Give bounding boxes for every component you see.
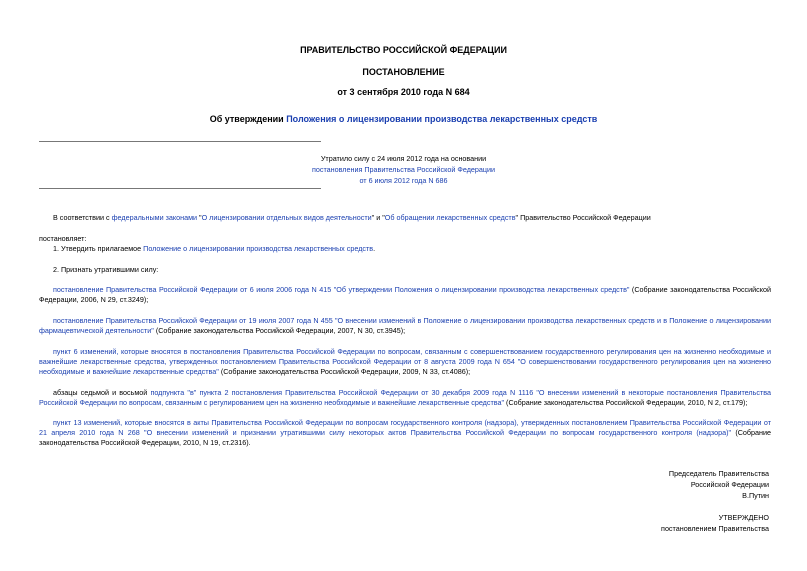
repealed-4-rest: (Собрание законодательства Российской Федерации, 2010, N 2, ст.179); [504,398,748,407]
doc-date-number: от 3 сентября 2010 года N 684 [337,87,470,97]
divider-top [39,141,321,142]
signature-line1: Председатель Правительства [668,469,769,478]
intro-text-c: " и " [371,213,385,222]
repealed-2-rest: (Собрание законодательства Российской Федерации, 2007, N 30, ст.3945); [153,326,406,335]
repealed-item-4 [39,388,771,408]
link-decree-1116[interactable]: пункта 2 постановления Правительства Российской Федерации от 30 декабря 2009 года N 1116 "О внесении изменений в некоторые постановления Правительства Российской Федерации по вопросам, связанным с регулированием цен на жизненно необходимые и важнейшие лекарственные средства" [39,388,771,407]
repealed-item-5 [39,418,771,448]
link-regulation[interactable]: Положение о лицензировании производства лекарственных средств [143,244,374,253]
item-1 [39,244,771,254]
approved-block [560,512,769,534]
doc-title-prefix: Об утверждении [209,114,287,124]
repealed-1-rest: (Собрание законодательства Российской Федерации, 2006, N 29, ст.3249); [39,285,771,304]
approved-line1: УТВЕРЖДЕНО [718,513,769,522]
signature-name: В.Путин [742,491,769,500]
doc-government: ПРАВИТЕЛЬСТВО РОССИЙСКОЙ ФЕДЕРАЦИИ [300,45,507,55]
repealed-item-3 [39,347,771,377]
intro-text-a: В соответствии с [53,213,112,222]
link-licensing-law[interactable]: О лицензировании отдельных видов деятельности [201,213,372,222]
repealed-4-text-a: абзацы седьмой и восьмой [53,388,151,397]
intro-text-b: " [197,213,202,222]
link-federal-laws[interactable]: федеральными законами [111,213,198,222]
repealed-3-rest: (Собрание законодательства Российской Федерации, 2009, N 33, ст.4086); [218,367,471,376]
repealed-item-2 [39,316,771,336]
item1-text-a: 1. Утвердить прилагаемое [53,244,144,253]
repealed-item-1 [39,285,771,305]
intro-paragraph [39,213,771,223]
link-decree-455[interactable]: постановление Правительства Российской Федерации от 19 июля 2007 года N 455 "О внесении изменений в Положение о лицензировании производства лекарственных средств и в Положение о лицензировании фармацевтической деятельности" [39,316,771,335]
doc-title-link[interactable]: Положения о лицензировании производства лекарственных средств [286,114,598,124]
link-decree-268[interactable]: пункт 13 изменений, которые вносятся в акты Правительства Российской Федерации по вопросам государственного контроля (надзора), утвержденных постановлением Правительства Российской Федерации от 21 апреля 2010 года N 268 "О внесении изменений и признании утратившими силу некоторых актов Правительства Российской Федерации по вопросам государственного контроля (надзора)" [39,418,771,437]
link-subitem-v[interactable]: подпункта "в" [150,388,197,397]
doc-title [0,114,807,124]
link-decree-654[interactable]: пункт 6 изменений, которые вносятся в постановления Правительства Российской Федерации по вопросам, связанным с совершенствованием государственного регулирования цен на жизненно необходимые и важнейшие лекарственные средства, утвержденных постановлением Правительства Российской Федерации от 8 августа 2009 года N 654 "О совершенствовании государственного регулирования цен на жизненно необходимые и важнейшие лекарственные средства" [39,347,771,376]
link-decree-415[interactable]: постановление Правительства Российской Федерации от 6 июля 2006 года N 415 "Об утверждении Положения о лицензировании производства лекарственных средств" [53,285,630,294]
lost-force-note [0,153,807,186]
lost-force-link2[interactable]: от 6 июля 2012 года N 686 [359,176,448,185]
lost-force-line1: Утратило силу с 24 июля 2012 года на основании [320,154,487,163]
item-2: 2. Признать утратившими силу: [53,265,159,274]
item1-text-b: . [373,244,376,253]
repealed-5-rest: (Собрание законодательства Российской Федерации, 2010, N 19, ст.2316). [39,428,771,447]
divider-bottom [39,188,321,189]
signature-line2: Российской Федерации [690,480,769,489]
decrees-text: постановляет: [39,234,87,243]
signature-block [560,468,769,501]
link-medicines-law[interactable]: Об обращении лекарственных средств [384,213,516,222]
lost-force-link1[interactable]: постановления Правительства Российской Федерации [311,165,496,174]
intro-text-d: " Правительство Российской Федерации [515,213,651,222]
doc-type: ПОСТАНОВЛЕНИЕ [362,67,445,77]
approved-line2: постановлением Правительства [661,524,769,533]
